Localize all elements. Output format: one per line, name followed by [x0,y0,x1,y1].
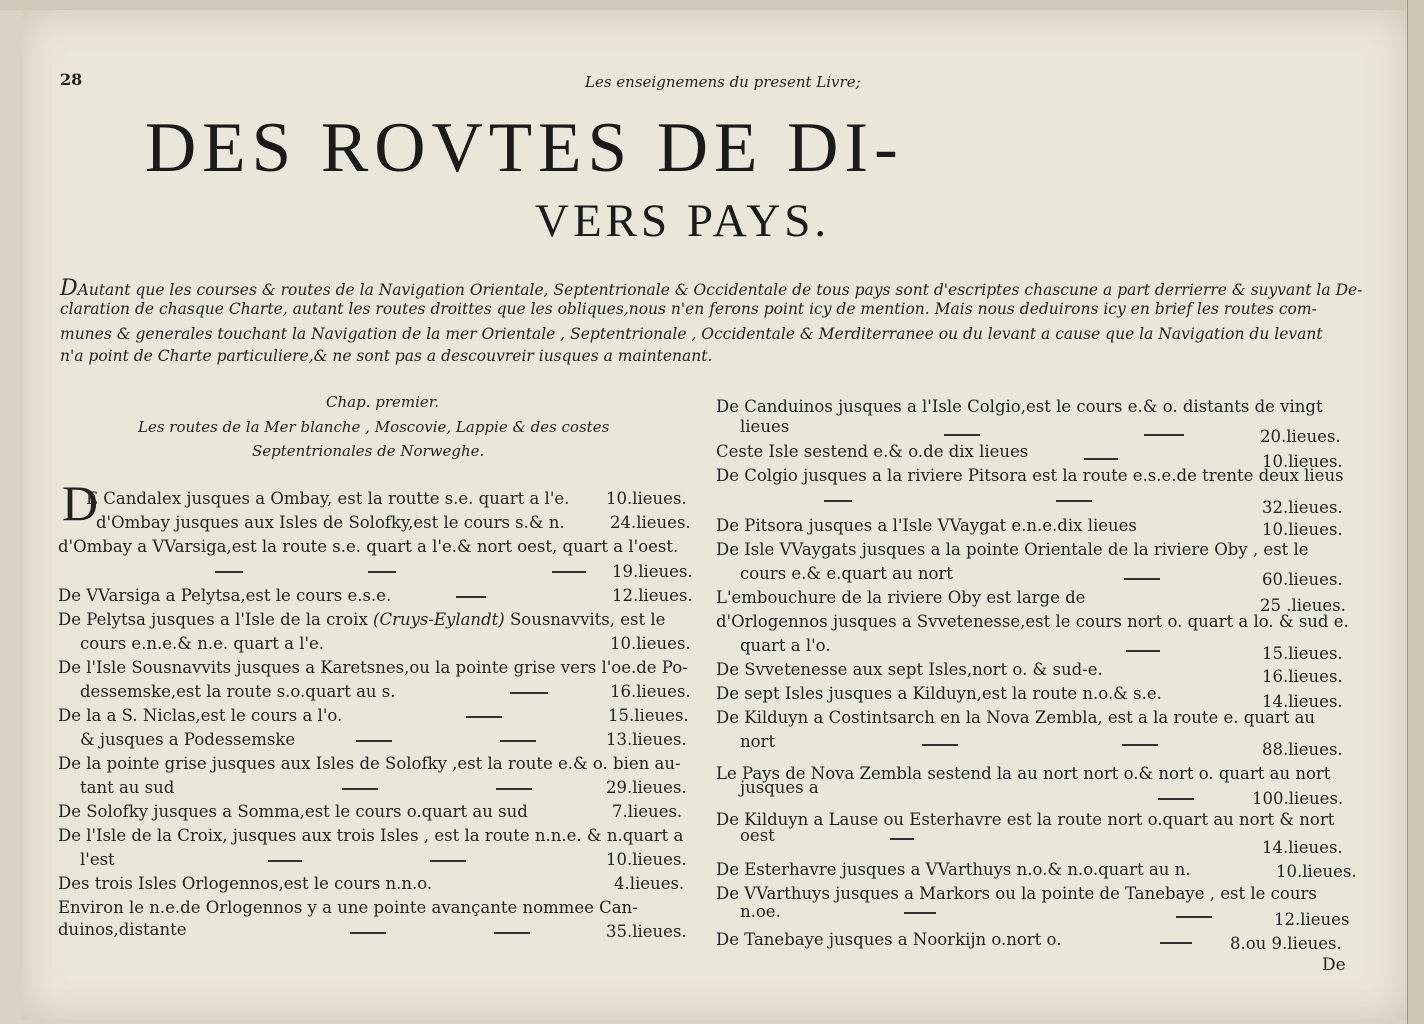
left-entry-3: d'Ombay a VVarsiga,est la route s.e. quart a l'e.& nort oest, quart a l'oest. [58,537,679,556]
right-entry-3-distance: 32.lieues. [1262,498,1343,517]
intro-line-2: claration de chasque Charte, autant les routes droittes que les obliques,nous n'en ferons point icy de mention. Mais nous deduirons icy en brief les routes com- [60,300,1317,318]
right-entry-7-distance: 15.lieues. [1262,644,1343,663]
scan-top-border [0,0,1424,10]
chapter-subtitle-2: Septentrionales de Norweghe. [252,442,485,460]
right-entry-9: De sept Isles jusques a Kilduyn,est la route n.o.& s.e. [716,684,1162,703]
dash-leader [1122,744,1158,746]
left-entry-5 [58,610,665,629]
right-entry-7-cont: quart a l'o. [740,636,831,655]
left-entry-13-distance: 35.lieues. [606,922,687,941]
right-entry-14-cont: n.oe. [740,902,781,921]
dash-leader [1126,650,1160,652]
right-entry-8: De Svvetenesse aux sept Isles,nort o. & sud-e. [716,660,1103,679]
dash-leader [904,912,936,914]
dash-leader [1176,916,1212,918]
chapter-heading: Chap. premier. [326,393,440,411]
left-entry-5-distance: 10.lieues. [610,634,691,653]
intro-line-3: munes & generales touchant la Navigation de la mer Orientale , Septentrionale , Occidentale & Merditerranee ou du levant a cause que la Navigation du levant [60,325,1323,343]
right-entry-2: Ceste Isle sestend e.& o.de dix lieues [716,442,1029,461]
right-entry-13: De Esterhavre jusques a VVarthuys n.o.& n.o.quart au n. [716,860,1191,879]
left-entry-10-distance: 7.lieues. [612,802,683,821]
right-entry-2-distance: 10.lieues. [1262,452,1343,471]
left-entry-3-distance: 19.lieues. [612,562,693,581]
title-line-1: DES ROVTES DE DI- [145,109,904,187]
right-entry-12-cont: oest [740,826,775,845]
dash-leader [215,571,243,573]
left-entry-6: De l'Isle Sousnavvits jusques a Karetsnes,ou la pointe grise vers l'oe.de Po- [58,658,688,677]
right-entry-1: De Canduinos jusques a l'Isle Colgio,est le cours e.& o. distants de vingt [716,397,1323,416]
dash-leader [922,744,958,746]
title-line-2: VERS PAYS. [535,195,831,247]
dash-leader [1124,578,1160,580]
chapter-subtitle-1: Les routes de la Mer blanche , Moscovie, Lappie & des costes [138,418,610,436]
left-entry-8-distance: 13.lieues. [606,730,687,749]
right-entry-5: De Isle VVaygats jusques a la pointe Orientale de la riviere Oby , est le [716,540,1309,559]
dash-leader [1084,458,1118,460]
dash-leader [342,788,378,790]
left-entry-6-cont: dessemske,est la route s.o.quart au s. [80,682,396,701]
dash-leader [496,788,532,790]
right-entry-6-distance: 25 .lieues. [1260,596,1346,615]
intro-line-1 [60,276,1362,301]
right-entry-10-cont: nort [740,732,776,751]
right-entry-12: De Kilduyn a Lause ou Esterhavre est la route nort o.quart au nort & nort [716,810,1335,829]
right-entry-5-distance: 60.lieues. [1262,570,1343,589]
right-entry-3: De Colgio jusques a la riviere Pitsora est la route e.s.e.de trente deux lieus [716,466,1344,485]
dash-leader [510,692,548,694]
intro-line-4: n'a point de Charte particuliere,& ne sont pas a descouvreir iusques a maintenant. [60,347,713,365]
dash-leader [552,571,586,573]
left-entry-5-cont: cours e.n.e.& n.e. quart a l'e. [80,634,325,653]
right-entry-14-distance: 12.lieues [1274,910,1350,929]
right-entry-13-distance: 10.lieues. [1276,862,1357,881]
page-number: 28 [60,70,83,89]
right-entry-9-distance: 14.lieues. [1262,692,1343,711]
dash-leader [430,860,466,862]
dash-leader [368,571,396,573]
entries-drop-letter: D [62,475,99,531]
dash-leader [494,932,530,934]
right-entry-1-distance: 20.lieues. [1260,427,1341,446]
intro-text-1: Autant que les courses & routes de la Navigation Orientale, Septentrionale & Occidentale de tous pays sont d'escriptes chascune a part derrierre & suyvant la De- [77,281,1363,299]
left-entry-11-distance: 10.lieues. [606,850,687,869]
dash-leader [1160,942,1192,944]
right-entry-4: De Pitsora jusques a l'Isle VVaygat e.n.e.dix lieues [716,516,1137,535]
dash-leader [944,434,980,436]
dash-leader [1144,434,1184,436]
running-head: Les enseignemens du present Livre; [585,73,861,91]
left-entry-5-text: De Pelytsa jusques a l'Isle de la croix [58,610,368,629]
dash-leader [1158,798,1194,800]
dash-leader [466,716,502,718]
right-entry-7: d'Orlogennos jusques a Svvetenesse,est le cours nort o. quart a lo. & sud e. [716,612,1349,631]
intro-drop-letter: D [60,276,78,301]
right-entry-11: Le Pays de Nova Zembla sestend la au nort nort o.& nort o. quart au nort [716,764,1331,783]
left-entry-7-distance: 15.lieues. [608,706,689,725]
left-entry-12-distance: 4.lieues. [614,874,685,893]
right-entry-6: L'embouchure de la riviere Oby est large de [716,588,1086,607]
right-entry-15: De Tanebaye jusques a Noorkijn o.nort o. [716,930,1062,949]
left-entry-12: Des trois Isles Orlogennos,est le cours n.n.o. [58,874,433,893]
catchword: De [1322,955,1346,975]
right-entry-11-cont: jusques a [740,778,819,797]
left-entry-11: De l'Isle de la Croix, jusques aux trois Isles , est la route n.n.e. & n.quart a [58,826,684,845]
dash-leader [350,932,386,934]
left-entry-10: De Solofky jusques a Somma,est le cours o.quart au sud [58,802,528,821]
dash-leader [824,500,852,502]
left-entry-1-distance: 10.lieues. [606,489,687,508]
left-entry-9: De la pointe grise jusques aux Isles de Solofky ,est la route e.& o. bien au- [58,754,681,773]
dash-leader [1056,500,1092,502]
dash-leader [268,860,302,862]
left-entry-11-cont: l'est [80,850,115,869]
right-entry-8-distance: 16.lieues. [1262,667,1343,686]
right-entry-5-cont: cours e.& e.quart au nort [740,564,953,583]
left-entry-2-distance: 24.lieues. [610,513,691,532]
dash-leader [456,596,486,598]
left-entry-4-distance: 12.lieues. [612,586,693,605]
left-entry-9-distance: 29.lieues. [606,778,687,797]
left-entry-5-text-2: Sousnavvits, est le [509,610,666,629]
right-entry-14: De VVarthuys jusques a Markors ou la pointe de Tanebaye , est le cours [716,884,1317,903]
right-entry-15-distance: 8.ou 9.lieues. [1230,934,1342,953]
right-entry-10-distance: 88.lieues. [1262,740,1343,759]
dash-leader [500,740,536,742]
left-entry-2: d'Ombay jusques aux Isles de Solofky,est le cours s.& n. [96,513,565,532]
left-entry-7: De la a S. Niclas,est le cours a l'o. [58,706,343,725]
dash-leader [356,740,392,742]
dash-leader [890,838,914,840]
left-entry-5-placename: (Cruys-Eylandt) [373,610,505,629]
right-entry-4-distance: 10.lieues. [1262,520,1343,539]
next-page-edge [1407,0,1424,1024]
left-entry-1: E Candalex jusques a Ombay, est la routte s.e. quart a l'e. [86,489,570,508]
left-entry-9-cont: tant au sud [80,778,175,797]
left-entry-13: Environ le n.e.de Orlogennos y a une pointe avançante nommee Can- [58,898,638,917]
right-entry-10: De Kilduyn a Costintsarch en la Nova Zembla, est a la route e. quart au [716,708,1316,727]
left-entry-6-distance: 16.lieues. [610,682,691,701]
left-entry-4: De VVarsiga a Pelytsa,est le cours e.s.e. [58,586,392,605]
right-entry-12-distance: 14.lieues. [1262,838,1343,857]
left-entry-8: & jusques a Podessemske [80,730,296,749]
right-entry-1-cont: lieues [740,417,790,436]
left-entry-13-cont: duinos,distante [58,920,187,939]
right-entry-11-distance: 100.lieues. [1252,789,1344,808]
